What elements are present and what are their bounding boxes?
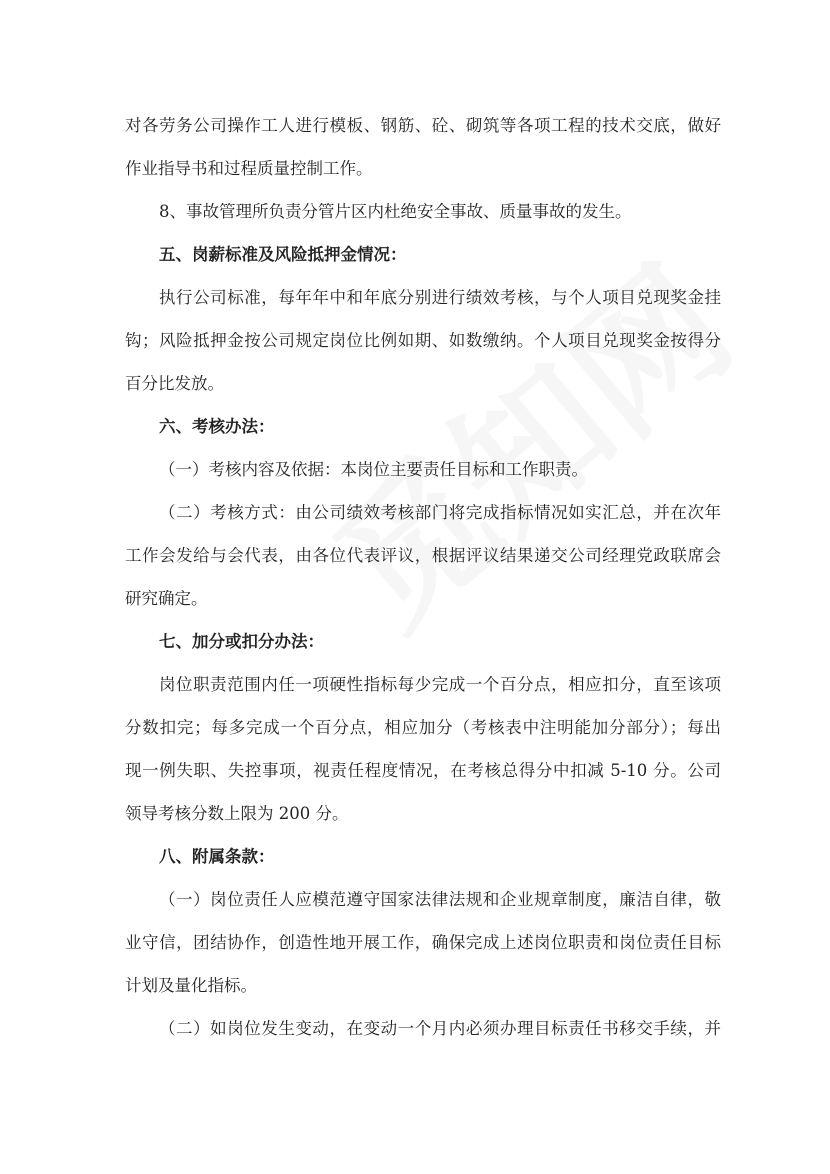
section-heading — [125, 835, 721, 878]
section-heading — [125, 233, 721, 276]
paragraph — [125, 1007, 721, 1050]
text-line: 岗位职责范围内任一项硬性指标每少完成一个百分点，相应扣分，直至该项 — [159, 675, 721, 694]
text-line: 钩；风险抵押金按公司规定岗位比例如期、如数缴纳。个人项目兑现奖金按得分 — [125, 331, 721, 350]
paragraph — [125, 276, 721, 405]
text-line: （一）岗位责任人应模范遵守国家法律法规和企业规章制度，廉洁自律，敬 — [159, 890, 721, 909]
document-body — [125, 104, 721, 1050]
text-line: 对各劳务公司操作工人进行模板、钢筋、砼、砌筑等各项工程的技术交底，做好 — [125, 116, 721, 135]
text-line: 六、考核办法： — [159, 417, 275, 436]
text-line: 研究确定。 — [125, 589, 208, 608]
paragraph — [125, 878, 721, 1007]
text-line: （二）如岗位发生变动，在变动一个月内必须办理目标责任书移交手续，并 — [159, 1019, 721, 1038]
text-line: 执行公司标准，每年年中和年底分别进行绩效考核，与个人项目兑现奖金挂 — [159, 288, 721, 307]
text-line: 七、加分或扣分办法： — [159, 632, 324, 651]
paragraph — [125, 448, 721, 491]
text-line: 领导考核分数上限为 200 分。 — [125, 804, 349, 823]
paragraph — [125, 491, 721, 620]
text-line: 五、岗薪标准及风险抵押金情况： — [159, 245, 407, 264]
text-line: 现一例失职、失控事项，视责任程度情况，在考核总得分中扣减 5-10 分。公司 — [125, 761, 721, 780]
text-line: 八、附属条款： — [159, 847, 275, 866]
paragraph — [125, 104, 721, 190]
text-line: 百分比发放。 — [125, 374, 224, 393]
text-line: 8、事故管理所负责分管片区内杜绝安全事故、质量事故的发生。 — [159, 202, 632, 221]
text-line: 工作会发给与会代表，由各位代表评议，根据评议结果递交公司经理党政联席会 — [125, 546, 721, 565]
text-line: 业守信，团结协作，创造性地开展工作，确保完成上述岗位职责和岗位责任目标 — [125, 933, 721, 952]
text-line: 作业指导书和过程质量控制工作。 — [125, 159, 373, 178]
section-heading — [125, 405, 721, 448]
text-line: 计划及量化指标。 — [125, 976, 257, 995]
text-line: 分数扣完；每多完成一个百分点，相应加分（考核表中注明能加分部分）；每出 — [125, 718, 721, 737]
text-line: （二）考核方式：由公司绩效考核部门将完成指标情况如实汇总，并在次年 — [159, 503, 721, 522]
paragraph — [125, 663, 721, 835]
text-line: （一）考核内容及依据：本岗位主要责任目标和工作职责。 — [159, 460, 588, 479]
paragraph — [125, 190, 721, 233]
section-heading — [125, 620, 721, 663]
